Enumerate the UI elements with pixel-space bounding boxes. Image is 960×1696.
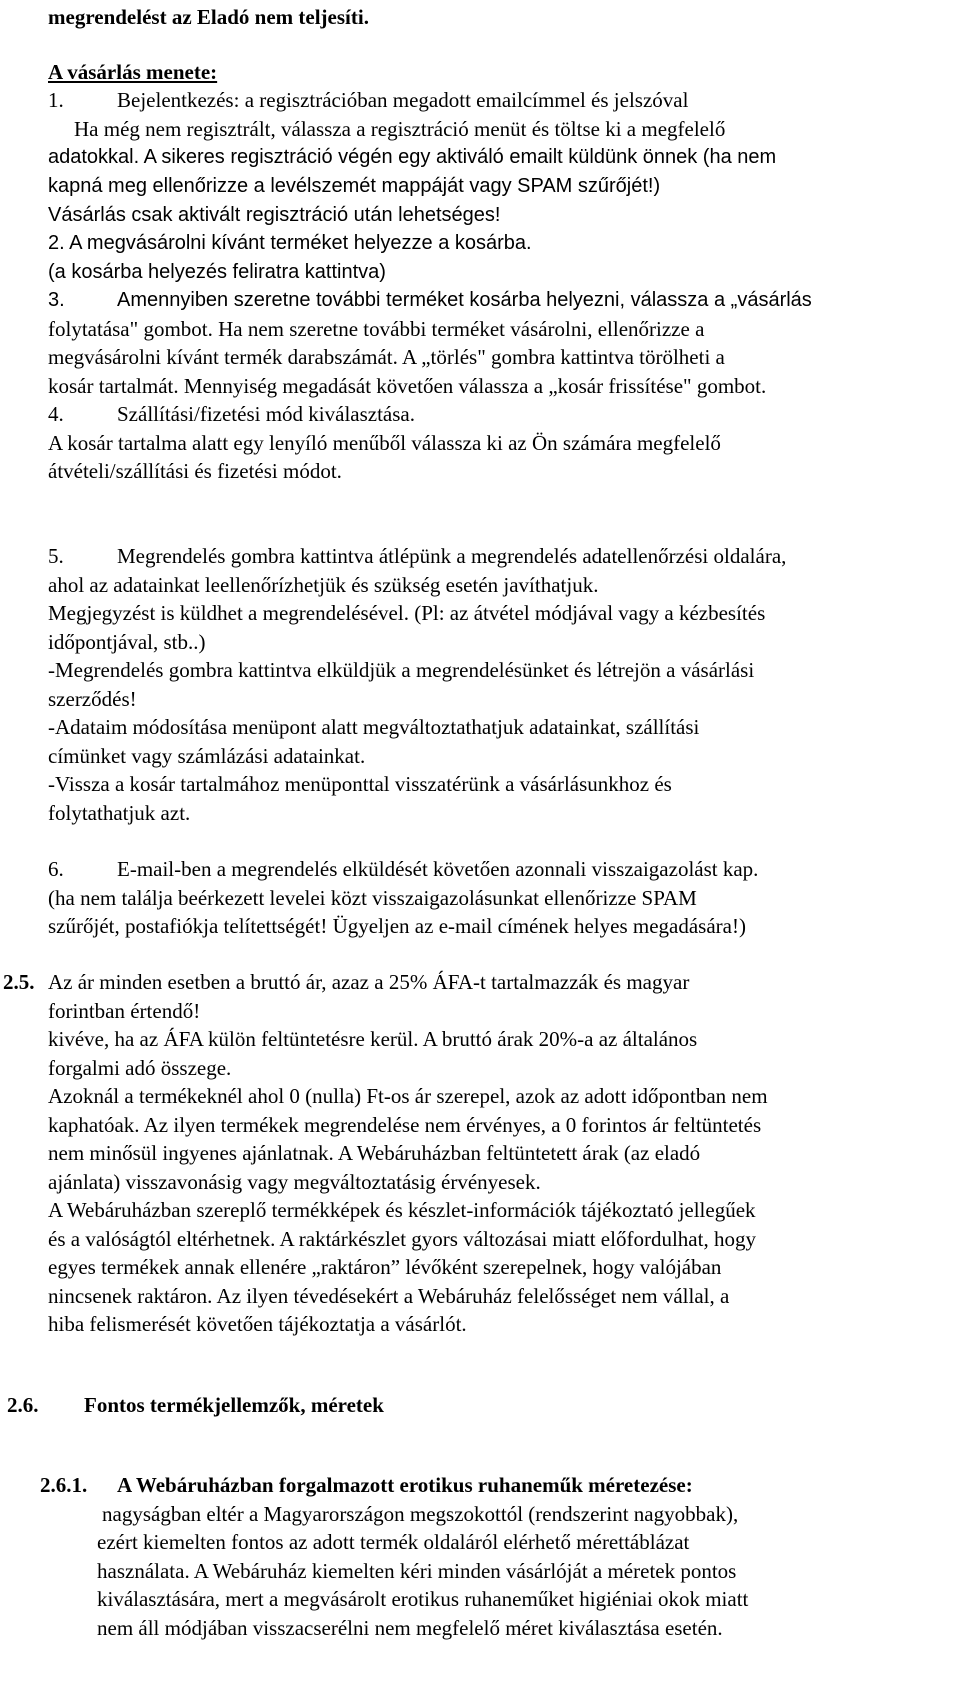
section-2-5-line11: egyes termékek annak ellenére „raktáron” lévőként szerepelnek, hogy valójában [48, 1255, 722, 1279]
step5-line1: Megrendelés gombra kattintva átlépünk a megrendelés adatellenőrzési oldalára, [117, 544, 787, 568]
step6-line3: szűrőjét, postafiókja telítettségét! Ügyeljen az e-mail címének helyes megadására!) [48, 914, 746, 938]
step1-line1: Bejelentkezés: a regisztrációban megadott emailcímmel és jelszóval [117, 88, 689, 112]
section-2-6-1-line1: nagyságban eltér a Magyarországon megszokottól (rendszerint nagyobbak), [102, 1502, 739, 1526]
step1-number: 1. [48, 88, 64, 112]
step4-number: 4. [48, 402, 64, 426]
section-2-5-line12: nincsenek raktáron. Az ilyen tévedésekért a Webáruház felelősséget nem vállal, a [48, 1284, 730, 1308]
step5-line6: szerződés! [48, 687, 137, 711]
step5-number: 5. [48, 544, 64, 568]
step1-line3: adatokkal. A sikeres regisztráció végén egy aktiváló emailt küldünk önnek (ha nem [48, 146, 777, 168]
step4-line3: átvételi/szállítási és fizetési módot. [48, 459, 342, 483]
section-2-5-line5: Azoknál a termékeknél ahol 0 (nulla) Ft-os ár szerepel, azok az adott időpontban nem [48, 1084, 768, 1108]
step1-line4: kapná meg ellenőrizze a levélszemét mappáját vagy SPAM szűrőjét!) [48, 175, 661, 197]
section-2-6-1-line5: nem áll módjában visszacserélni nem megfelelő méret kiválasztása esetén. [97, 1616, 723, 1640]
step3-line4: kosár tartalmát. Mennyiség megadását követően válassza a „kosár frissítése" gombot. [48, 374, 767, 398]
section-2-5-line3: kivéve, ha az ÁFA külön feltüntetésre kerül. A bruttó árak 20%-a az általános [48, 1027, 698, 1051]
section-2-5-line2: forintban értendő! [48, 999, 201, 1023]
step3-number: 3. [48, 289, 65, 311]
section-2-6-1-line3: használata. A Webáruház kiemelten kéri minden vásárlóját a méretek pontos [97, 1559, 737, 1583]
section-2-5-line6: kaphatóak. Az ilyen termékek megrendelése nem érvényes, a 0 forintos ár feltüntetés [48, 1113, 762, 1137]
step6-line2: (ha nem találja beérkezett levelei közt visszaigazolásunkat ellenőrizze SPAM [48, 886, 697, 910]
step3-line1: Amennyiben szeretne további terméket kosárba helyezni, válassza a „vásárlás [117, 289, 812, 311]
step5-line8: címünket vagy számlázási adatainkat. [48, 744, 366, 768]
step5-line3: Megjegyzést is küldhet a megrendelésével. (Pl: az átvétel módjával vagy a kézbesítés [48, 601, 766, 625]
section-2-5-line1: Az ár minden esetben a bruttó ár, azaz a 25% ÁFA-t tartalmazzák és magyar [48, 970, 690, 994]
section-2-5-line9: A Webáruházban szereplő termékképek és készlet-információk tájékoztató jellegűek [48, 1198, 756, 1222]
step5-line5: -Megrendelés gombra kattintva elküldjük a megrendelésünket és létrejön a vásárlási [48, 658, 755, 682]
section-2-5-line4: forgalmi adó összege. [48, 1056, 232, 1080]
top-line: megrendelést az Eladó nem teljesíti. [48, 5, 369, 29]
section-2-5-line13: hiba felismerését követően tájékoztatja a vásárlót. [48, 1312, 467, 1336]
section-2-6-title: Fontos termékjellemzők, méretek [84, 1393, 384, 1417]
step6-line1: E-mail-ben a megrendelés elküldését követően azonnali visszaigazolást kap. [117, 857, 759, 881]
step4-line1: Szállítási/fizetési mód kiválasztása. [117, 402, 415, 426]
step1-line2: Ha még nem regisztrált, válassza a regisztráció menüt és töltse ki a megfelelő [74, 117, 726, 141]
step4-line2: A kosár tartalma alatt egy lenyíló menűből válassza ki az Ön számára megfelelő [48, 431, 721, 455]
step5-line9: -Vissza a kosár tartalmához menüponttal visszatérünk a vásárlásunkhoz és [48, 772, 672, 796]
section-2-6-1-line4: kiválasztására, mert a megvásárolt erotikus ruhaneműket higiéniai okok miatt [97, 1587, 749, 1611]
step3-line2: folytatása" gombot. Ha nem szeretne további terméket vásárolni, ellenőrizze a [48, 317, 705, 341]
step1-line5: Vásárlás csak aktivált regisztráció után lehetséges! [48, 204, 501, 226]
section-2-5-line10: és a valóságtól eltérhetnek. A raktárkészlet gyors változásai miatt előfordulhat, hogy [48, 1227, 756, 1251]
step5-line7: -Adataim módosítása menüpont alatt megváltoztathatjuk adatainkat, szállítási [48, 715, 700, 739]
step6-number: 6. [48, 857, 64, 881]
step2-line1: 2. A megvásárolni kívánt terméket helyezze a kosárba. [48, 232, 532, 254]
purchase-heading: A vásárlás menete: [48, 60, 218, 84]
step5-line2: ahol az adatainkat leellenőrízhetjük és szükség esetén javíthatjuk. [48, 573, 599, 597]
step5-line4: időpontjával, stb..) [48, 630, 206, 654]
section-2-5-line8: ajánlata) visszavonásig vagy megváltoztatásig érvényesek. [48, 1170, 541, 1194]
step2-line2: (a kosárba helyezés feliratra kattintva) [48, 261, 386, 283]
section-2-6-1-line2: ezért kiemelten fontos az adott termék oldaláról elérhető mérettáblázat [97, 1530, 690, 1554]
section-2-6-1-title: A Webáruházban forgalmazott erotikus ruhaneműk méretezése: [117, 1473, 693, 1497]
section-2-6-number: 2.6. [7, 1393, 39, 1417]
section-2-6-1-number: 2.6.1. [40, 1473, 88, 1497]
section-2-5-line7: nem minősül ingyenes ajánlatnak. A Webáruházban feltüntetett árak (az eladó [48, 1141, 701, 1165]
section-2-5-number: 2.5. [3, 970, 35, 994]
step3-line3: megvásárolni kívánt termék darabszámát. A „törlés" gombra kattintva törölheti a [48, 345, 725, 369]
step5-line10: folytathatjuk azt. [48, 801, 191, 825]
